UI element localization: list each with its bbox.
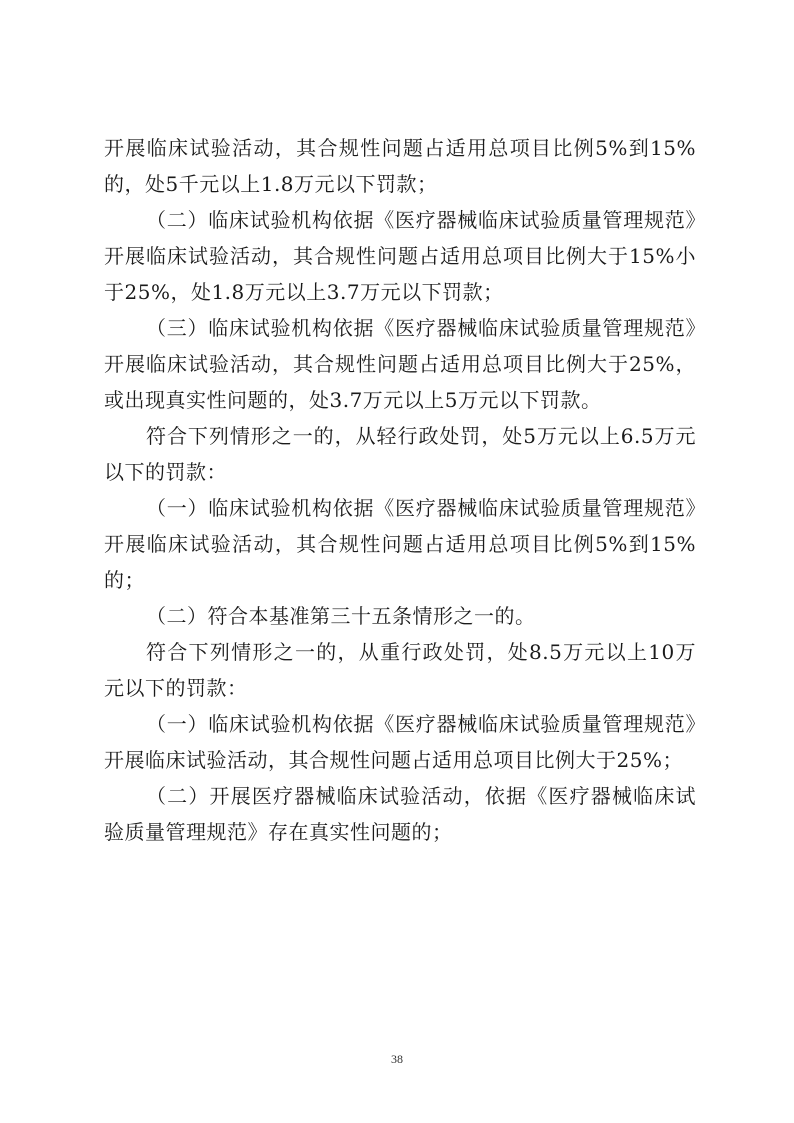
paragraph-heavier-item-2: （二）开展医疗器械临床试验活动，依据《医疗器械临床试验质量管理规范》存在真实性问题的； (104, 784, 696, 844)
paragraph-lighter-item-1: （一）临床试验机构依据《医疗器械临床试验质量管理规范》开展临床试验活动，其合规性问题占适用总项目比例5%到15%的； (104, 496, 696, 592)
paragraph-lighter-item-2: （二）符合本基准第三十五条情形之一的。 (146, 604, 536, 628)
paragraph-lighter-penalty: 符合下列情形之一的，从轻行政处罚，处5万元以上6.5万元以下的罚款： (104, 424, 696, 484)
paragraph-item-2: （二）临床试验机构依据《医疗器械临床试验质量管理规范》开展临床试验活动，其合规性问题占适用总项目比例大于15%小于25%，处1.8万元以上3.7万元以下罚款； (104, 208, 696, 304)
paragraph-heavier-penalty: 符合下列情形之一的，从重行政处罚，处8.5万元以上10万元以下的罚款： (104, 640, 696, 700)
page-number: 38 (391, 1052, 403, 1066)
paragraph-continuation: 开展临床试验活动，其合规性问题占适用总项目比例5%到15%的，处5千元以上1.8万元以下罚款； (104, 136, 696, 196)
paragraph-item-3: （三）临床试验机构依据《医疗器械临床试验质量管理规范》开展临床试验活动，其合规性问题占适用总项目比例大于25%，或出现真实性问题的，处3.7万元以上5万元以下罚款。 (104, 316, 696, 412)
paragraph-heavier-item-1: （一）临床试验机构依据《医疗器械临床试验质量管理规范》开展临床试验活动，其合规性问题占适用总项目比例大于25%； (104, 712, 696, 772)
document-body (104, 130, 696, 850)
